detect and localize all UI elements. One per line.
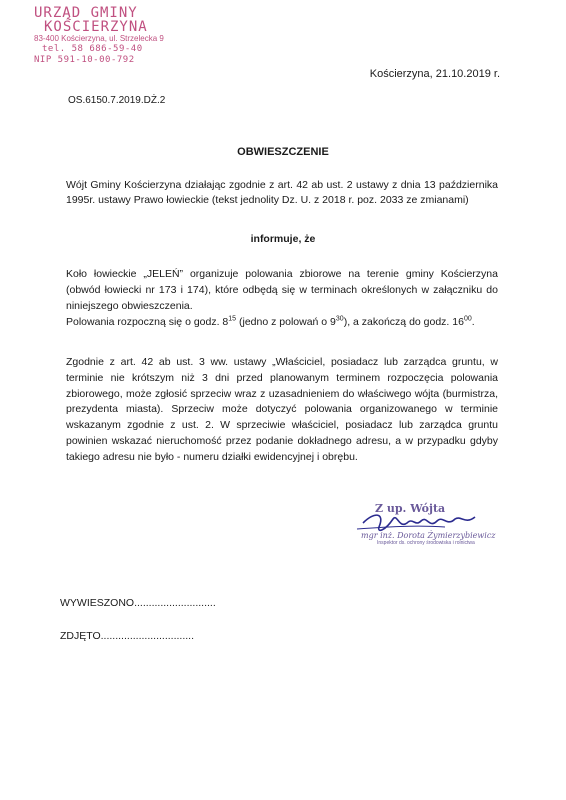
signatory-role: Inspektor ds. ochrony środowiska i rolnictwa (377, 540, 475, 546)
signatory-name: mgr inż. Dorota Żymierzybiewicz (361, 531, 496, 540)
removed-field: ZDJĘTO................................ (60, 630, 194, 642)
intro-paragraph: Wójt Gminy Kościerzyna działając zgodnie z art. 42 ab ust. 2 ustawy z dnia 13 października 1995r. ustawy Prawo łowieckie (tekst jednolity Dz. U. z 2018 r. poz. 2033 ze zmianami) (66, 179, 498, 206)
document-title: OBWIESZCZENIE (237, 146, 329, 158)
office-stamp (34, 6, 184, 66)
alt-time-superscript: 30 (335, 315, 344, 323)
end-time-superscript: 00 (463, 315, 472, 323)
stamp-phone: tel. 58 686-59-40 (42, 44, 143, 54)
start-time-superscript: 15 (228, 315, 237, 323)
stamp-line-1: URZĄD GMINY (34, 5, 138, 21)
informs-heading: informuje, że (250, 233, 316, 245)
place-and-date: Kościerzyna, 21.10.2019 r. (369, 68, 500, 80)
signature-stamp (355, 502, 495, 546)
reference-number: OS.6150.7.2019.DŻ.2 (68, 95, 166, 106)
stamp-address: 83-400 Kościerzyna, ul. Strzelecka 9 (34, 34, 164, 43)
start-text-c: ), a zakończą do godz. 16 (343, 316, 464, 328)
stamp-line-2: KOŚCIERZYNA (44, 19, 148, 35)
start-text-d: . (471, 316, 475, 328)
hunting-text: Koło łowieckie „JELEŃ” organizuje polowania zbiorowe na terenie gminy Kościerzyna (obwód łowiecki nr 173 i 174), które odbędą się w terminach określonych w załączniku do niniejszego obwieszczenia. (66, 268, 498, 312)
start-text-b: (jedno z polowań o 9 (236, 316, 336, 328)
start-text-a: Polowania rozpoczną się o godz. 8 (66, 316, 229, 328)
objection-paragraph: Zgodnie z art. 42 ab ust. 3 ww. ustawy „Właściciel, posiadacz lub zarządca gruntu, w terminie nie krótszym niż 3 dni przed planowanym terminem rozpoczęcia polowania zbiorowego, może zgłosić sprzeciw wraz z uzasadnieniem do właściwego wójta (burmistrza, prezydenta miasta). Sprzeciw może dotyczyć polowania organizowanego w terminie wskazanym zgodnie z ust. 2. W sprzeciwie właściciel, posiadacz lub zarządca gruntu powinien wskazać nieruchomość przez podanie dokładnego adresu, a w przypadku gdyby takiego adresu nie było - numeru działki ewidencyjnej i obrębu. (66, 356, 498, 463)
stamp-nip: NIP 591-10-00-792 (34, 55, 135, 65)
hunting-paragraph (66, 266, 498, 330)
signature-zup: Z up. Wójta (375, 502, 446, 515)
posted-field: WYWIESZONO............................ (60, 597, 216, 609)
